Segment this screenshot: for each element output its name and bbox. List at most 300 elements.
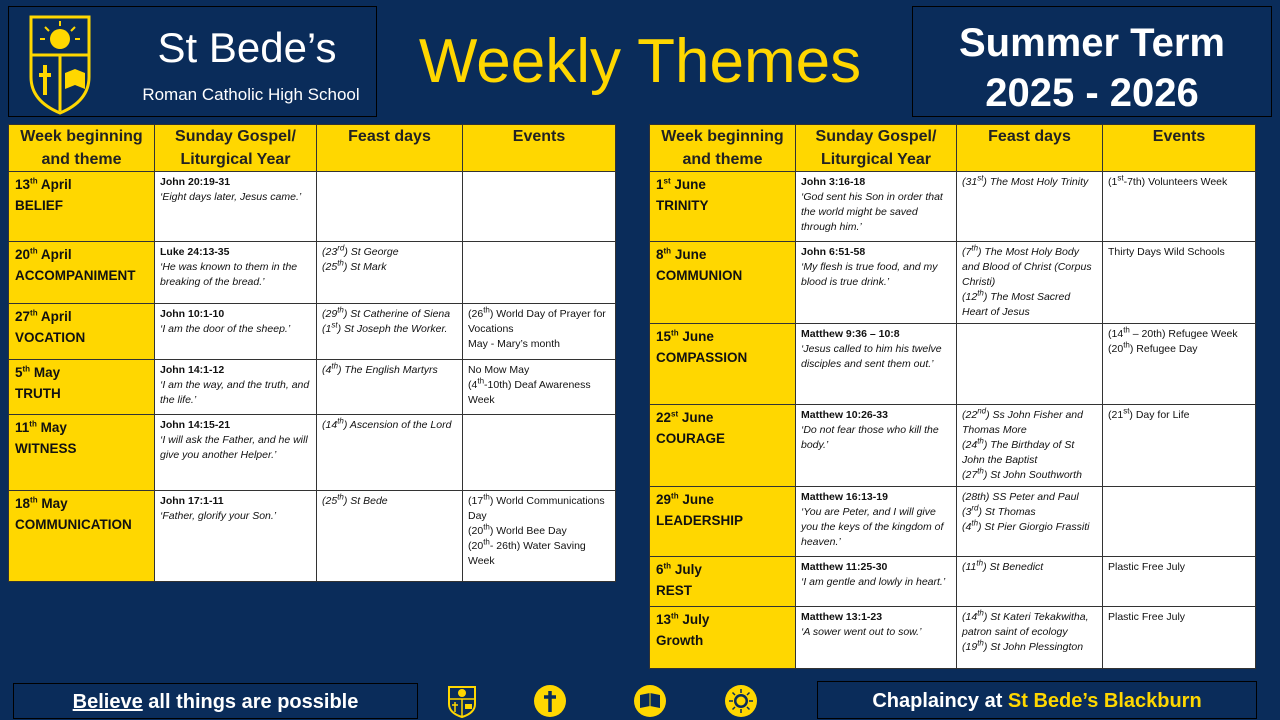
school-logo-box <box>8 6 377 117</box>
note-ordinal: rd <box>971 503 979 513</box>
table-row <box>9 360 616 415</box>
gospel-quote: ‘Do not fear those who kill the body.’ <box>801 424 939 451</box>
note-line <box>1108 610 1250 625</box>
week-theme: WITNESS <box>15 441 77 456</box>
gospel-reference: Matthew 11:25-30 <box>801 561 888 573</box>
note-ordinal: th <box>1123 325 1130 335</box>
week-theme: ACCOMPANIMENT <box>15 268 136 283</box>
chaplaincy-box <box>817 681 1257 719</box>
note-ordinal: th <box>977 638 984 648</box>
gospel-cell <box>155 491 317 582</box>
note-line <box>962 245 1097 290</box>
week-day: 13 <box>15 177 31 192</box>
week-day: 15 <box>656 329 672 344</box>
note-line <box>962 290 1097 320</box>
week-month: May <box>33 365 61 380</box>
week-day: 13 <box>656 612 672 627</box>
school-subtitle: Roman Catholic High School <box>142 85 360 104</box>
note-text: ) The Birthday of St John the Baptist <box>962 439 1075 466</box>
table-row <box>650 405 1256 487</box>
note-text: (20 <box>468 540 484 552</box>
note-ordinal: th <box>477 376 485 386</box>
week-month: April <box>40 177 72 192</box>
feast-cell <box>957 487 1103 557</box>
note-line <box>322 363 457 378</box>
gospel-quote: ‘He was known to them in the breaking of the bread.’ <box>160 261 298 288</box>
note-ordinal: th <box>483 522 490 532</box>
note-text: (25 <box>322 495 338 507</box>
note-line <box>468 539 610 569</box>
week-day: 11 <box>15 420 30 435</box>
note-line <box>322 494 457 509</box>
note-text: (3 <box>962 506 972 518</box>
week-cell <box>650 607 796 669</box>
week-ordinal: th <box>22 364 31 374</box>
note-line <box>322 322 457 337</box>
col-header-events: Events <box>1103 125 1256 172</box>
week-ordinal: th <box>30 246 38 256</box>
note-ordinal: th <box>977 288 984 298</box>
term-box <box>912 6 1272 117</box>
note-text: ) St Catherine of Siena <box>343 308 451 320</box>
week-theme: TRINITY <box>656 198 709 213</box>
note-text: ) St Pier Giorgio Frassiti <box>978 521 1090 533</box>
note-text: (29 <box>322 308 338 320</box>
note-text: No Mow May <box>468 364 530 376</box>
note-line <box>962 560 1097 575</box>
note-text: (26 <box>468 308 484 320</box>
note-ordinal: th <box>977 436 984 446</box>
week-cell <box>650 487 796 557</box>
note-text: ) St Benedict <box>983 561 1044 573</box>
note-text: (14 <box>962 611 978 623</box>
gospel-reference: John 20:19-31 <box>160 176 231 188</box>
note-ordinal: th <box>337 305 344 315</box>
note-text: -10th) Deaf Awareness Week <box>468 379 591 406</box>
week-ordinal: th <box>671 328 679 338</box>
gospel-reference: John 17:1-11 <box>160 495 224 507</box>
note-text: -7th) Volunteers Week <box>1123 176 1228 188</box>
note-ordinal: th <box>483 305 490 315</box>
events-cell <box>1103 405 1256 487</box>
note-text: ) World Bee Day <box>489 525 567 537</box>
note-text: ) World Communications Day <box>468 495 605 522</box>
week-date <box>656 609 789 630</box>
gospel-cell <box>796 242 957 324</box>
table-row <box>650 487 1256 557</box>
week-ordinal: th <box>671 491 679 501</box>
col-header-week: Week beginning and theme <box>650 125 796 172</box>
events-cell <box>463 415 616 491</box>
term-title: Summer Term <box>958 21 1225 65</box>
note-line <box>1108 408 1250 423</box>
note-text: (23 <box>322 246 338 258</box>
week-month: May <box>41 496 68 511</box>
week-date <box>656 174 789 195</box>
note-ordinal: th <box>977 608 984 618</box>
note-line <box>962 490 1097 505</box>
note-line <box>962 520 1097 535</box>
week-date <box>15 244 148 265</box>
note-text: ) St Kateri Tekakwitha, patron saint of ecology <box>962 611 1089 638</box>
week-date <box>15 417 148 438</box>
note-text: ) St Bede <box>343 495 388 507</box>
cross-icon <box>533 684 567 718</box>
note-text: ) St John Southworth <box>983 469 1082 481</box>
note-text: May - Mary’s month <box>468 338 560 350</box>
week-month: June <box>674 247 707 262</box>
note-line <box>1108 245 1250 260</box>
week-ordinal: th <box>30 308 38 318</box>
events-cell <box>463 491 616 582</box>
gospel-cell <box>796 405 957 487</box>
note-line <box>468 363 610 378</box>
events-cell <box>463 304 616 360</box>
week-theme: REST <box>656 583 693 598</box>
note-text: ) The Most Sacred Heart of Jesus <box>962 291 1071 318</box>
note-line <box>962 438 1097 468</box>
feast-cell <box>957 324 1103 405</box>
note-text: (28th) SS Peter and Paul <box>962 491 1079 503</box>
sun-icon <box>724 684 758 718</box>
note-ordinal: th <box>977 466 984 476</box>
motto-box <box>13 683 418 719</box>
gospel-quote: ‘Jesus called to him his twelve disciples and sent them out.’ <box>801 343 942 370</box>
week-cell <box>650 324 796 405</box>
week-theme: COURAGE <box>656 431 726 446</box>
note-ordinal: th <box>971 518 979 528</box>
note-text: ) St Mark <box>343 261 387 273</box>
note-text: (4 <box>468 379 478 391</box>
weeks-table-right <box>649 124 1256 669</box>
table-row <box>9 415 616 491</box>
note-line <box>1108 342 1250 357</box>
note-text: Thirty Days Wild Schools <box>1108 246 1225 258</box>
note-ordinal: th <box>337 258 344 268</box>
note-line <box>962 468 1097 483</box>
feast-cell <box>957 607 1103 669</box>
note-text: ) The Most Holy Body and Blood of Christ (Corpus Christi) <box>962 246 1092 288</box>
week-ordinal: th <box>663 246 672 256</box>
note-text: ) Day for Life <box>1129 409 1190 421</box>
week-cell <box>9 172 155 242</box>
weeks-table-left <box>8 124 616 582</box>
week-day: 8 <box>656 247 664 262</box>
gospel-reference: John 10:1-10 <box>160 308 225 320</box>
note-text: (14 <box>322 419 338 431</box>
gospel-reference: John 14:15-21 <box>160 419 231 431</box>
col-header-week: Week beginning and theme <box>9 125 155 172</box>
week-date <box>15 174 148 195</box>
note-line <box>468 494 610 524</box>
chaplaincy-name: St Bede’s Blackburn <box>1007 690 1202 712</box>
gospel-quote: ‘A sower went out to sow.’ <box>801 626 922 638</box>
week-month: April <box>40 247 72 262</box>
note-text: (1 <box>322 323 332 335</box>
note-ordinal: th <box>483 492 490 502</box>
gospel-quote: ‘I am the door of the sheep.’ <box>160 323 291 335</box>
week-day: 20 <box>15 247 31 262</box>
week-month: July <box>682 612 710 627</box>
note-text: (11 <box>962 561 977 573</box>
note-ordinal: st <box>977 173 984 183</box>
note-text: (20 <box>1108 343 1124 355</box>
note-text: Plastic Free July <box>1108 611 1186 623</box>
events-cell <box>1103 324 1256 405</box>
gospel-reference: Matthew 16:13-19 <box>801 491 888 503</box>
week-cell <box>9 360 155 415</box>
note-ordinal: th <box>337 416 344 426</box>
week-ordinal: st <box>671 409 679 419</box>
week-theme: BELIEF <box>15 198 64 213</box>
note-text: (27 <box>962 469 978 481</box>
week-cell <box>9 415 155 491</box>
week-cell <box>9 242 155 304</box>
note-ordinal: th <box>331 361 339 371</box>
note-text: - 26th) Water Saving Week <box>468 540 586 567</box>
feast-cell <box>317 304 463 360</box>
note-line <box>962 505 1097 520</box>
note-text: (24 <box>962 439 978 451</box>
col-header-feast: Feast days <box>317 125 463 172</box>
week-month: June <box>681 410 714 425</box>
table-row <box>9 491 616 582</box>
note-text: ) The Most Holy Trinity <box>983 176 1089 188</box>
week-cell <box>9 304 155 360</box>
crest-icon <box>445 684 479 718</box>
note-ordinal: th <box>483 537 490 547</box>
week-cell <box>9 491 155 582</box>
table-row <box>650 172 1256 242</box>
week-date <box>15 306 148 327</box>
week-cell <box>650 405 796 487</box>
week-day: 5 <box>15 365 23 380</box>
gospel-reference: Matthew 10:26-33 <box>801 409 888 421</box>
week-theme: LEADERSHIP <box>656 513 744 528</box>
note-text: ) St John Plessington <box>983 641 1084 653</box>
week-ordinal: th <box>671 611 679 621</box>
note-line <box>962 175 1097 190</box>
gospel-cell <box>796 324 957 405</box>
gospel-cell <box>796 487 957 557</box>
note-text: (4 <box>962 521 972 533</box>
gospel-quote: ‘My flesh is true food, and my blood is true drink.’ <box>801 261 938 288</box>
note-text: (25 <box>322 261 338 273</box>
note-line <box>468 337 610 352</box>
table-row <box>650 607 1256 669</box>
feast-cell <box>317 491 463 582</box>
feast-cell <box>317 172 463 242</box>
col-header-events: Events <box>463 125 616 172</box>
note-text: (14 <box>1108 328 1124 340</box>
note-text: Plastic Free July <box>1108 561 1186 573</box>
col-header-gospel: Sunday Gospel/ Liturgical Year <box>796 125 957 172</box>
week-day: 6 <box>656 562 664 577</box>
note-text: ) Ss John Fisher and Thomas More <box>962 409 1083 436</box>
note-text: ) St Thomas <box>978 506 1036 518</box>
events-cell <box>1103 242 1256 324</box>
note-text: (19 <box>962 641 978 653</box>
week-cell <box>650 172 796 242</box>
note-ordinal: nd <box>977 406 987 416</box>
crest-icon <box>29 15 91 115</box>
note-text: (1 <box>1108 176 1118 188</box>
events-cell <box>463 360 616 415</box>
school-name: St Bede’s <box>157 24 337 71</box>
week-day: 18 <box>15 496 31 511</box>
motto-emphasis: Believe <box>72 691 143 713</box>
col-header-feast: Feast days <box>957 125 1103 172</box>
week-theme: COMMUNICATION <box>15 517 132 532</box>
gospel-quote: ‘Father, glorify your Son.’ <box>160 510 277 522</box>
week-day: 29 <box>656 492 672 507</box>
note-ordinal: st <box>1117 173 1124 183</box>
col-header-gospel: Sunday Gospel/ Liturgical Year <box>155 125 317 172</box>
gospel-cell <box>155 415 317 491</box>
week-theme: TRUTH <box>15 386 61 401</box>
note-text: ) World Day of Prayer for Vocations <box>468 308 606 335</box>
note-ordinal: th <box>976 558 984 568</box>
week-month: June <box>682 329 714 344</box>
table-header-row <box>9 125 616 172</box>
note-ordinal: th <box>1123 340 1130 350</box>
gospel-reference: Luke 24:13-35 <box>160 246 230 258</box>
note-text: ) St George <box>344 246 399 258</box>
table-row <box>650 557 1256 607</box>
week-date <box>15 362 148 383</box>
feast-cell <box>317 415 463 491</box>
note-text: (31 <box>962 176 978 188</box>
gospel-reference: Matthew 9:36 – 10:8 <box>801 328 900 340</box>
week-cell <box>650 557 796 607</box>
week-theme: COMMUNION <box>656 268 743 283</box>
week-ordinal: th <box>30 176 38 186</box>
gospel-reference: Matthew 13:1-23 <box>801 611 883 623</box>
week-date <box>656 489 789 510</box>
note-text: – 20th) Refugee Week <box>1129 328 1238 340</box>
gospel-cell <box>796 607 957 669</box>
note-line <box>1108 560 1250 575</box>
events-cell <box>1103 557 1256 607</box>
week-month: May <box>40 420 67 435</box>
note-line <box>322 307 457 322</box>
note-text: (20 <box>468 525 484 537</box>
note-ordinal: st <box>331 320 338 330</box>
week-ordinal: th <box>663 561 672 571</box>
motto-text: all things are possible <box>142 691 359 713</box>
feast-cell <box>957 172 1103 242</box>
week-ordinal: st <box>663 176 671 186</box>
gospel-quote: ‘You are Peter, and I will give you the keys of the kingdom of heaven.’ <box>801 506 944 548</box>
note-text: (21 <box>1108 409 1124 421</box>
week-theme: VOCATION <box>15 330 86 345</box>
note-text: (7 <box>962 246 972 258</box>
week-ordinal: th <box>29 419 37 429</box>
note-text: ) The English Martyrs <box>338 364 438 376</box>
note-text: ) Refugee Day <box>1129 343 1198 355</box>
note-line <box>468 378 610 408</box>
week-month: April <box>40 309 72 324</box>
events-cell <box>1103 607 1256 669</box>
events-cell <box>463 242 616 304</box>
book-icon <box>633 684 667 718</box>
gospel-reference: John 6:51-58 <box>801 246 866 258</box>
note-text: (17 <box>468 495 484 507</box>
note-line <box>322 418 457 433</box>
table-row <box>650 324 1256 405</box>
table-header-row <box>650 125 1256 172</box>
note-line <box>1108 175 1250 190</box>
gospel-cell <box>155 360 317 415</box>
gospel-cell <box>155 172 317 242</box>
week-date <box>656 326 789 347</box>
chaplaincy-label: Chaplaincy at <box>872 690 1008 712</box>
note-line <box>962 610 1097 640</box>
feast-cell <box>957 557 1103 607</box>
gospel-cell <box>155 304 317 360</box>
note-text: (4 <box>322 364 332 376</box>
events-cell <box>1103 172 1256 242</box>
gospel-quote: ‘God sent his Son in order that the world might be saved through him.’ <box>801 191 943 233</box>
gospel-reference: John 3:16-18 <box>801 176 866 188</box>
note-ordinal: rd <box>337 243 345 253</box>
gospel-quote: ‘I will ask the Father, and he will give you another Helper.’ <box>160 434 308 461</box>
week-date <box>656 559 789 580</box>
week-day: 27 <box>15 309 31 324</box>
gospel-cell <box>796 172 957 242</box>
table-row <box>9 304 616 360</box>
week-date <box>656 407 789 428</box>
note-ordinal: th <box>971 243 979 253</box>
note-text: (22 <box>962 409 978 421</box>
note-line <box>322 260 457 275</box>
gospel-quote: ‘I am gentle and lowly in heart.’ <box>801 576 946 588</box>
week-theme: COMPASSION <box>656 350 748 365</box>
week-day: 22 <box>656 410 672 425</box>
gospel-quote: ‘I am the way, and the truth, and the life.’ <box>160 379 310 406</box>
events-cell <box>1103 487 1256 557</box>
gospel-reference: John 14:1-12 <box>160 364 225 376</box>
feast-cell <box>957 242 1103 324</box>
events-cell <box>463 172 616 242</box>
note-text: (12 <box>962 291 978 303</box>
gospel-cell <box>155 242 317 304</box>
week-theme: Growth <box>656 633 704 648</box>
week-date <box>15 493 148 514</box>
week-date <box>656 244 789 265</box>
note-text: ) Ascension of the Lord <box>343 419 452 431</box>
term-years: 2025 - 2026 <box>985 71 1199 115</box>
week-month: June <box>674 177 706 192</box>
feast-cell <box>957 405 1103 487</box>
table-row <box>9 172 616 242</box>
note-line <box>962 640 1097 655</box>
week-day: 1 <box>656 177 664 192</box>
feast-cell <box>317 360 463 415</box>
table-row <box>650 242 1256 324</box>
table-row <box>9 242 616 304</box>
note-line <box>962 408 1097 438</box>
note-ordinal: st <box>1123 406 1130 416</box>
week-ordinal: th <box>30 495 38 505</box>
note-line <box>468 307 610 337</box>
note-ordinal: th <box>337 492 344 502</box>
gospel-cell <box>796 557 957 607</box>
week-month: June <box>682 492 714 507</box>
feast-cell <box>317 242 463 304</box>
note-text: ) St Joseph the Worker. <box>337 323 448 335</box>
page-title: Weekly Themes <box>418 27 862 96</box>
